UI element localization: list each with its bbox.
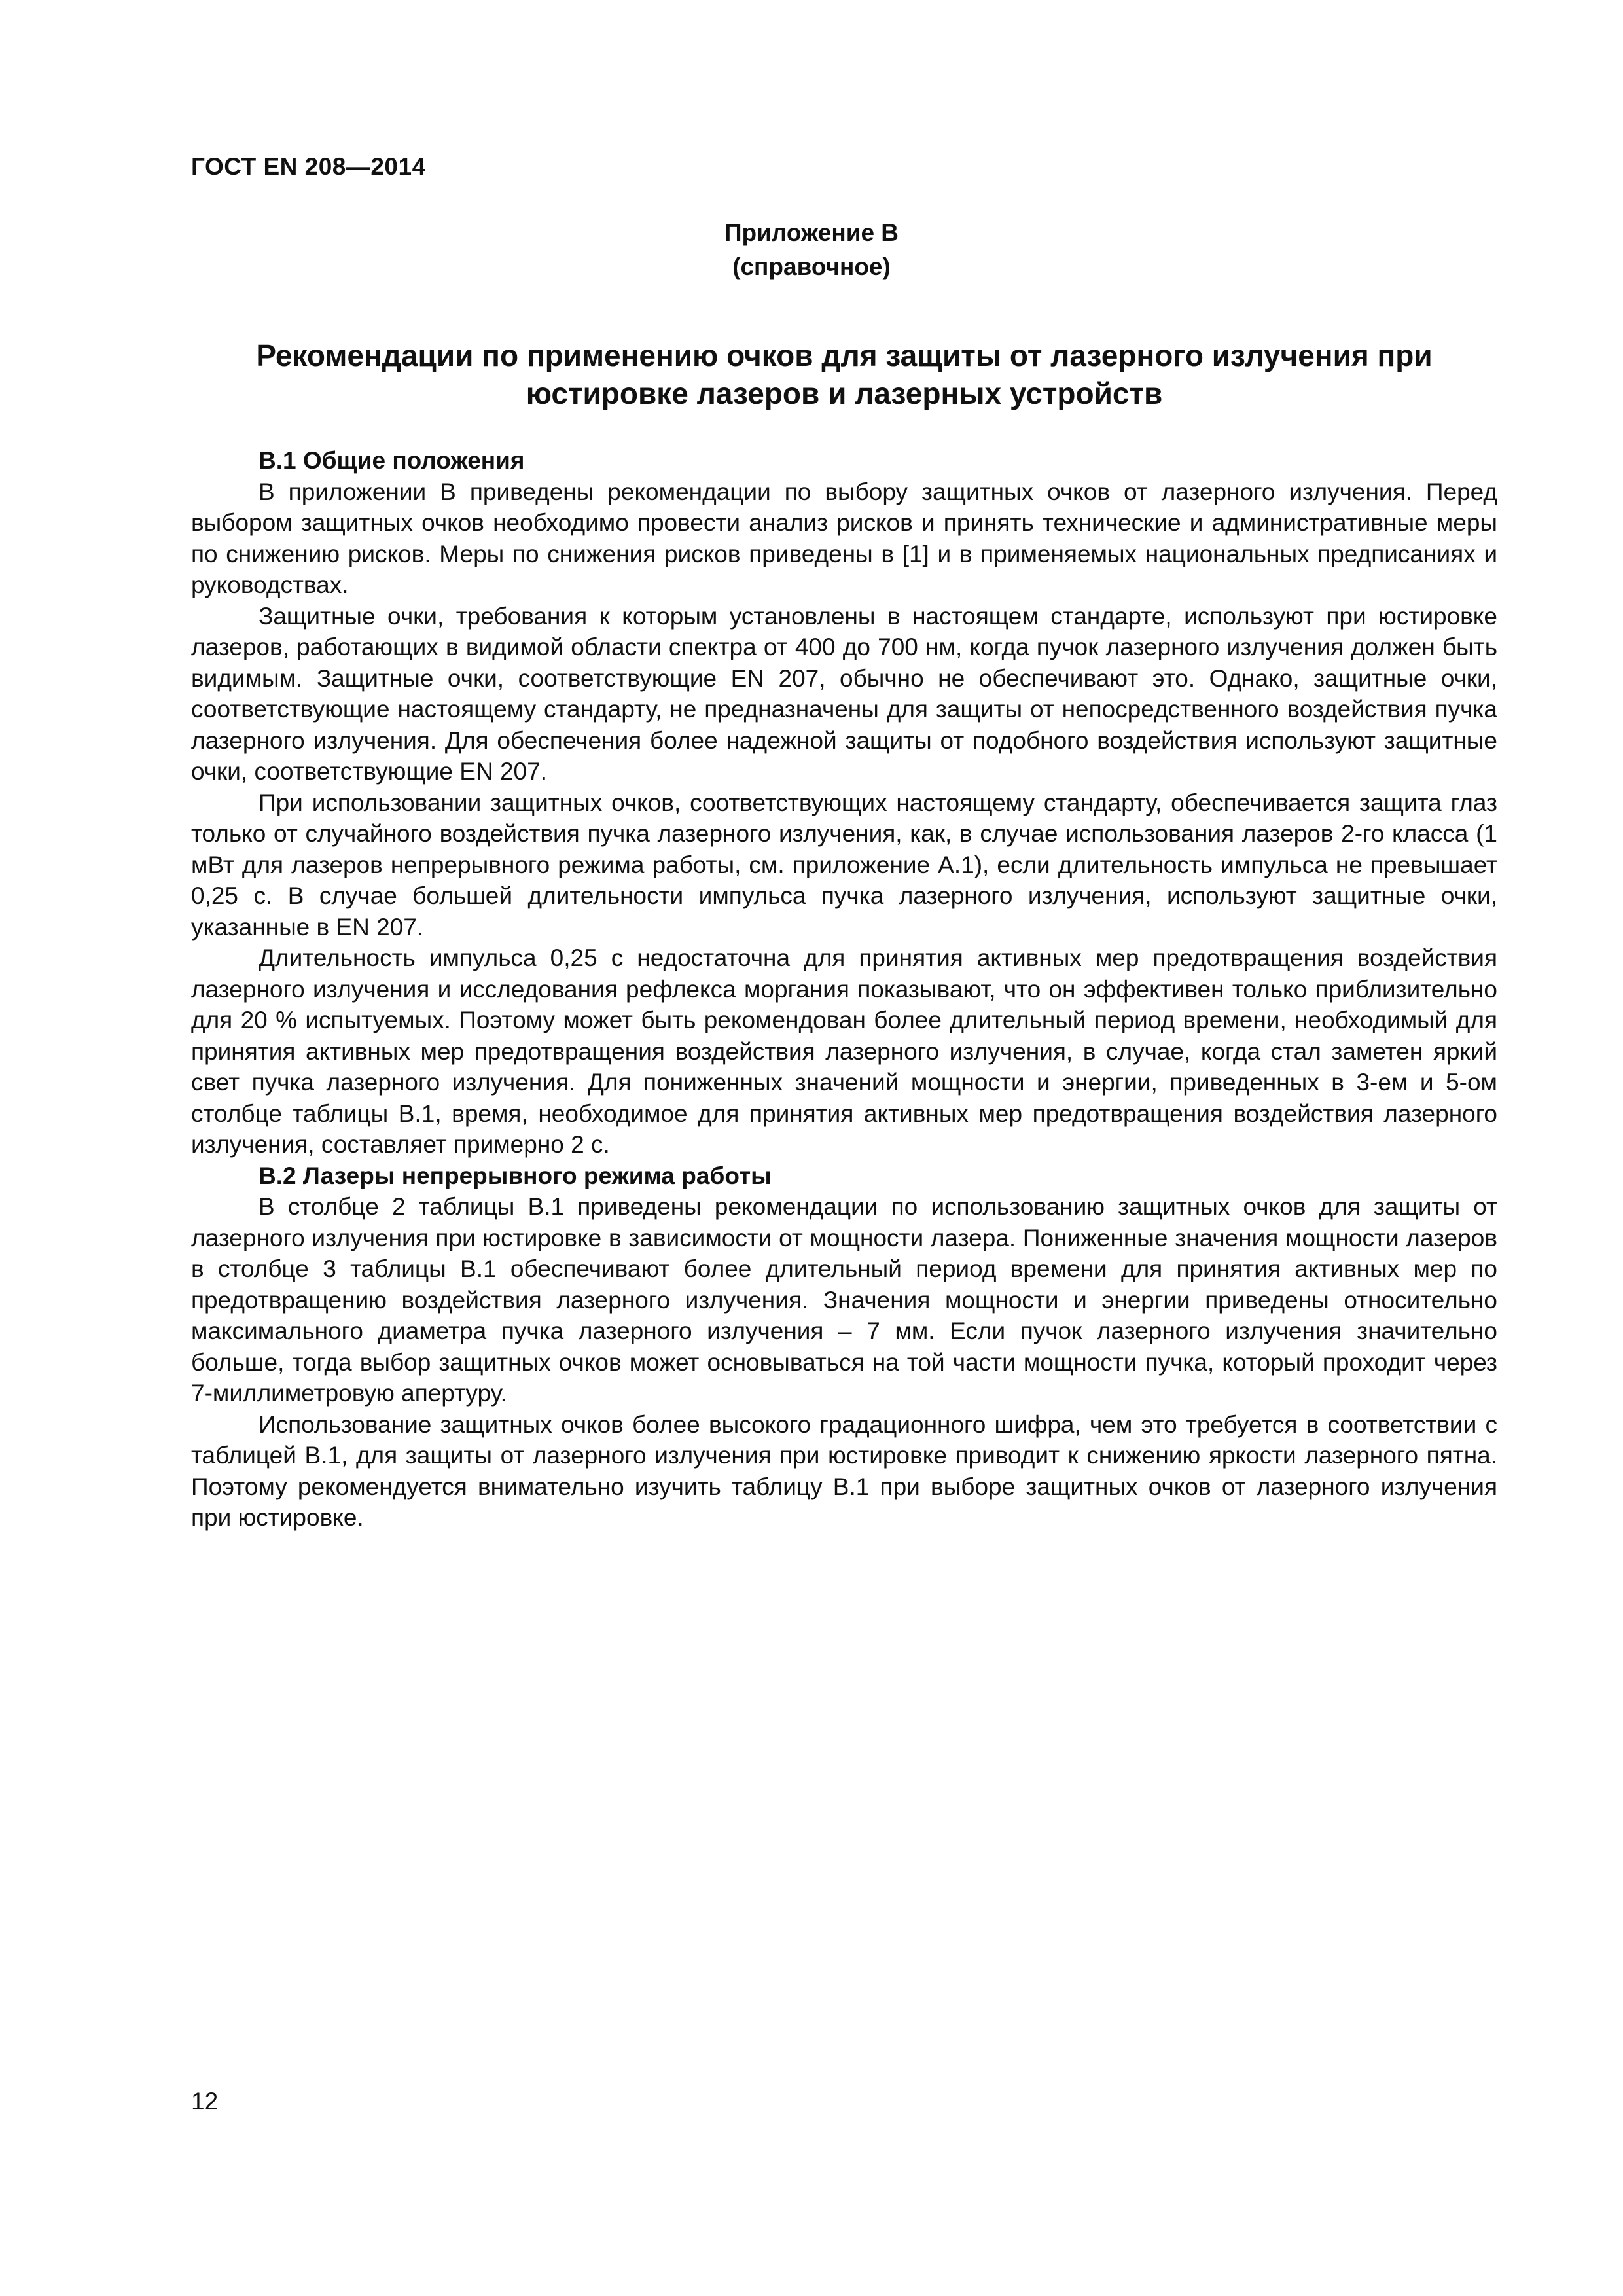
appendix-type: (справочное) bbox=[732, 253, 891, 280]
document-body bbox=[191, 445, 1497, 1534]
appendix-heading bbox=[0, 216, 1623, 284]
paragraph: При использовании защитных очков, соответствующих настоящему стандарту, обеспечивается защита глаз только от случайного воздействия пучка лазерного излучения, как, в случае использования лазеров 2-го класса (1 мВт для лазеров непрерывного режима работы, см. приложение А.1), если длительность импульса не превышает 0,25 с. В случае большей длительности импульса пучка лазерного излучения, используют защитные очки, указанные в EN 207. bbox=[191, 789, 1497, 941]
page-number: 12 bbox=[191, 2088, 219, 2115]
document-title: Рекомендации по применению очков для защиты от лазерного излучения при юстировке лазеров и лазерных устройств bbox=[256, 338, 1433, 410]
standard-code: ГОСТ EN 208—2014 bbox=[191, 153, 426, 180]
paragraph: Использование защитных очков более высокого градационного шифра, чем это требуется в соответствии с таблицей В.1, для защиты от лазерного излучения при юстировке приводит к снижению яркости лазерного пятна. Поэтому рекомендуется внимательно изучить таблицу В.1 при выборе защитных очков от лазерного излучения при юстировке. bbox=[191, 1410, 1497, 1531]
paragraph: Защитные очки, требования к которым установлены в настоящем стандарте, используют при юстировке лазеров, работающих в видимой области спектра от 400 до 700 нм, когда пучок лазерного излучения должен быть видимым. Защитные очки, соответствующие EN 207, обычно не обеспечивают это. Однако, защитные очки, соответствующие настоящему стандарту, не предназначены для защиты от непосредственного воздействия пучка лазерного излучения. Для обеспечения более надежной защиты от подобного воздействия используют защитные очки, соответствующие EN 207. bbox=[191, 602, 1497, 785]
paragraph: В столбце 2 таблицы В.1 приведены рекомендации по использованию защитных очков для защиты от лазерного излучения при юстировке в зависимости от мощности лазера. Пониженные значения мощности лазеров в столбце 3 таблицы В.1 обеспечивают более длительный период времени для принятия активных мер по предотвращению воздействия лазерного излучения. Значения мощности и энергии приведены относительно максимального диаметра пучка лазерного излучения – 7 мм. Если пучок лазерного излучения значительно больше, тогда выбор защитных очков может основываться на той части мощности пучка, который проходит через 7-миллиметровую апертуру. bbox=[191, 1193, 1497, 1407]
appendix-label: Приложение В bbox=[724, 219, 899, 246]
section-heading: В.2 Лазеры непрерывного режима работы bbox=[259, 1162, 772, 1189]
paragraph: В приложении В приведены рекомендации по выбору защитных очков от лазерного излучения. Перед выбором защитных очков необходимо провести анализ рисков и принять технические и административные меры по снижению рисков. Меры по снижения рисков приведены в [1] и в применяемых национальных предписаниях и руководствах. bbox=[191, 478, 1497, 598]
paragraph: Длительность импульса 0,25 с недостаточна для принятия активных мер предотвращения воздействия лазерного излучения и исследования рефлекса моргания показывают, что он эффективен только приблизительно для 20 % испытуемых. Поэтому может быть рекомендован более длительный период времени, необходимый для принятия активных мер предотвращения воздействия лазерного излучения, в случае, когда стал заметен яркий свет пучка лазерного излучения. Для пониженных значений мощности и энергии, приведенных в 3-ем и 5-ом столбце таблицы В.1, время, необходимое для принятия активных мер предотвращения воздействия лазерного излучения, составляет примерно 2 с. bbox=[191, 944, 1497, 1158]
section-heading: В.1 Общие положения bbox=[259, 447, 525, 474]
